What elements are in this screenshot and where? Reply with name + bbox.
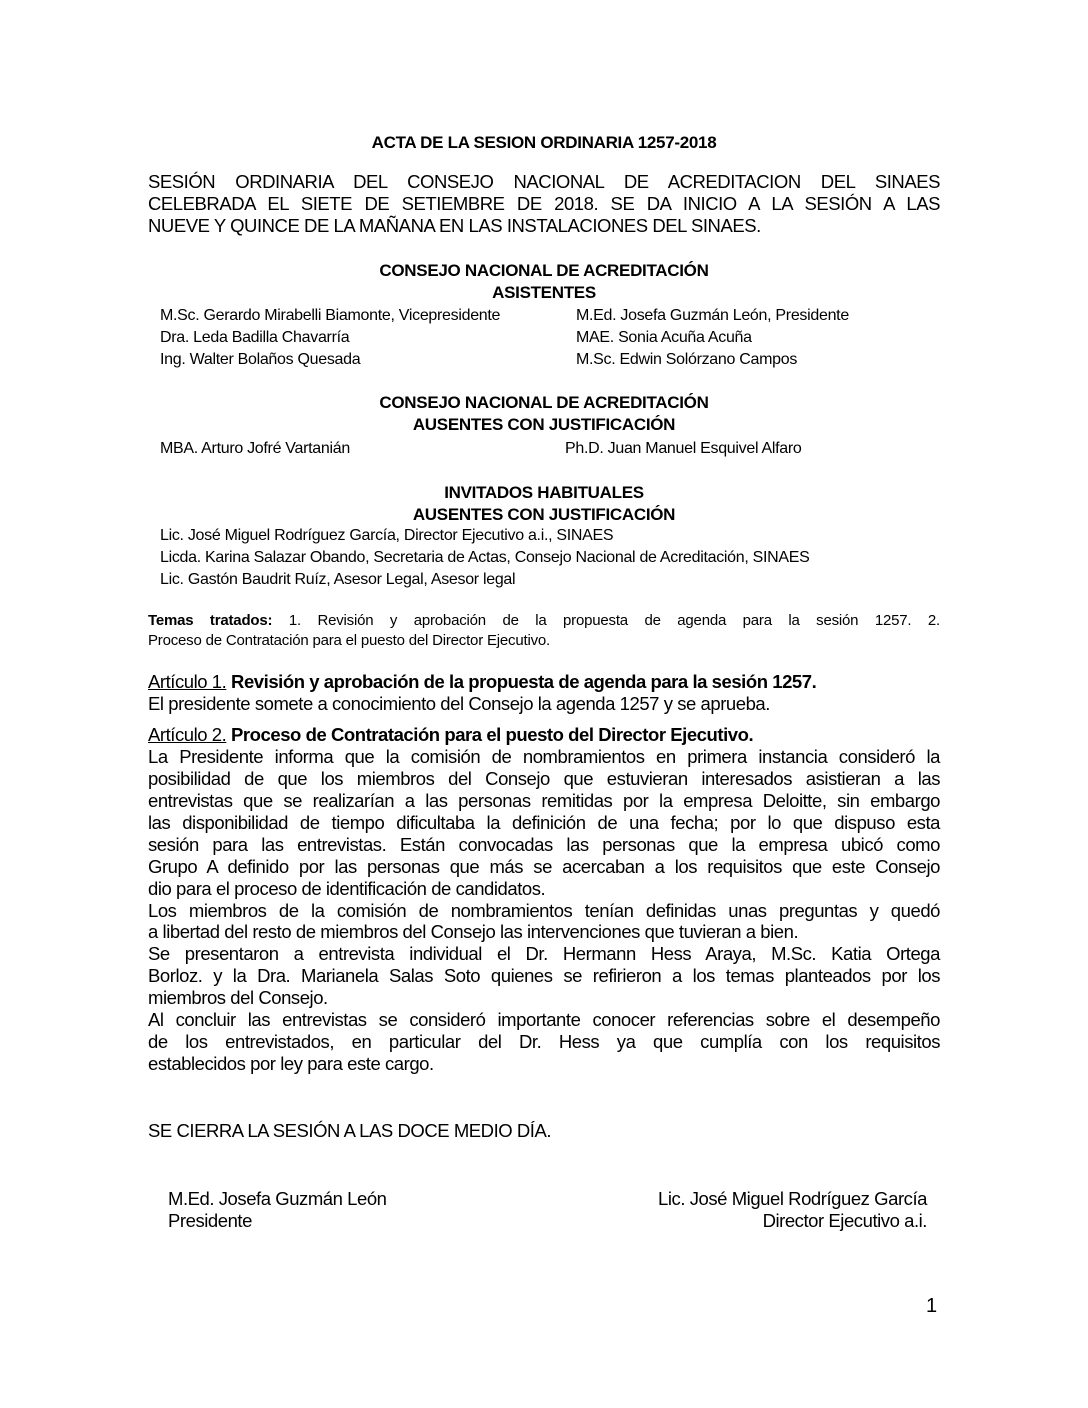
articulo-text: El presidente somete a conocimiento del Consejo la agenda 1257 y se aprueba. [148, 693, 770, 715]
intro-paragraph [148, 171, 940, 238]
paragraph-line: Los miembros de la comisión de nombramientos tenían definidas unas preguntas y quedó [148, 899, 940, 921]
section-heading: INVITADOS HABITUALES [444, 483, 644, 502]
paragraph-line: a libertad del resto de miembros del Consejo las intervenciones que tuvieran a bien. [148, 921, 799, 943]
section-heading: CONSEJO NACIONAL DE ACREDITACIÓN [379, 261, 709, 280]
ausentes-heading [148, 392, 940, 436]
paragraph-line: Grupo A definido por las personas que más se acercaban a los requisitos que este Consejo [148, 855, 940, 877]
paragraph-line: de los entrevistados, en particular del Dr. Hess ya que cumplía con los requisitos [148, 1030, 940, 1052]
asistentes-left-column [160, 305, 500, 371]
guest: Licda. Karina Salazar Obando, Secretaria de Actas, Consejo Nacional de Acreditación, SINAES [160, 549, 810, 566]
attendee: M.Sc. Edwin Solórzano Campos [576, 351, 798, 368]
paragraph-line: Se presentaron a entrevista individual el Dr. Hermann Hess Araya, M.Sc. Katia Ortega [148, 943, 940, 965]
signer-role: Director Ejecutivo a.i. [762, 1210, 927, 1232]
articulo-1 [148, 671, 940, 715]
signer-name: Lic. José Miguel Rodríguez García [658, 1188, 927, 1209]
signature-right [658, 1188, 927, 1232]
temas-text: 1. Revisión y aprobación de la propuesta de agenda para la sesión 1257. 2. [288, 612, 940, 629]
temas-label: Temas tratados: [148, 612, 273, 629]
asistentes-right-column [576, 305, 849, 371]
cierre-text: SE CIERRA LA SESIÓN A LAS DOCE MEDIO DÍA. [148, 1120, 552, 1141]
intro-line: SESIÓN ORDINARIA DEL CONSEJO NACIONAL DE ACREDITACION DEL SINAES [148, 171, 940, 192]
attendee: M.Ed. Josefa Guzmán León, Presidente [576, 307, 849, 324]
signer-name: M.Ed. Josefa Guzmán León [168, 1188, 387, 1209]
intro-line: NUEVE Y QUINCE DE LA MAÑANA EN LAS INSTALACIONES DEL SINAES. [148, 215, 761, 237]
paragraph-line: Borloz. y la Dra. Marianela Salas Soto quienes se refirieron a los temas planteados por los [148, 965, 940, 987]
intro-line: CELEBRADA EL SIETE DE SETIEMBRE DE 2018. SE DA INICIO A LA SESIÓN A LAS [148, 193, 940, 215]
paragraph-line: posibilidad de que los miembros del Consejo que estuvieran interesados asistieran a las [148, 768, 940, 790]
signature-left [168, 1188, 387, 1232]
attendee: Ing. Walter Bolaños Quesada [160, 351, 361, 368]
articulo-label: Artículo 2. [148, 724, 227, 745]
paragraph-line: dio para el proceso de identificación de candidatos. [148, 877, 546, 899]
signer-role: Presidente [168, 1210, 252, 1232]
articulo-title: Proceso de Contratación para el puesto del Director Ejecutivo. [231, 724, 754, 745]
paragraph-line: Al concluir las entrevistas se consideró importante conocer referencias sobre el desempeño [148, 1009, 940, 1031]
asistentes-heading [148, 260, 940, 304]
articulo-label: Artículo 1. [148, 671, 227, 692]
section-subheading: AUSENTES CON JUSTIFICACIÓN [412, 415, 676, 434]
paragraph-line: entrevistas que se realizarían a las personas remitidas por la empresa Deloitte, sin embargo [148, 790, 940, 812]
invitados-list [160, 525, 810, 591]
attendee: M.Sc. Gerardo Mirabelli Biamonte, Vicepresidente [160, 307, 501, 324]
paragraph-line: miembros del Consejo. [148, 987, 328, 1009]
paragraph-line: establecidos por ley para este cargo. [148, 1052, 434, 1074]
absent-member: Ph.D. Juan Manuel Esquivel Alfaro [565, 440, 802, 457]
absent-member: MBA. Arturo Jofré Vartanián [160, 440, 350, 457]
articulo-title: Revisión y aprobación de la propuesta de agenda para la sesión 1257. [231, 671, 817, 692]
page-number: 1 [926, 1295, 938, 1317]
guest: Lic. Gastón Baudrit Ruíz, Asesor Legal, Asesor legal [160, 571, 516, 588]
attendee: MAE. Sonia Acuña Acuña [576, 329, 752, 346]
guest: Lic. José Miguel Rodríguez García, Director Ejecutivo a.i., SINAES [160, 527, 614, 544]
document-title: ACTA DE LA SESION ORDINARIA 1257-2018 [371, 133, 717, 152]
invitados-heading [148, 482, 940, 526]
temas-text: Proceso de Contratación para el puesto del Director Ejecutivo. [148, 632, 550, 649]
section-heading: CONSEJO NACIONAL DE ACREDITACIÓN [379, 393, 709, 412]
paragraph-line: La Presidente informa que la comisión de nombramientos en primera instancia consideró la [148, 746, 940, 768]
section-subheading: AUSENTES CON JUSTIFICACIÓN [412, 505, 676, 524]
temas-tratados [148, 611, 940, 651]
articulo-2 [148, 724, 940, 1075]
attendee: Dra. Leda Badilla Chavarría [160, 329, 350, 346]
paragraph-line: sesión para las entrevistas. Están convocadas las personas que la empresa ubicó como [148, 833, 940, 855]
section-subheading: ASISTENTES [492, 283, 596, 302]
paragraph-line: las disponibilidad de tiempo dificultaba la definición de una fecha; por lo que dispuso esta [148, 811, 940, 833]
